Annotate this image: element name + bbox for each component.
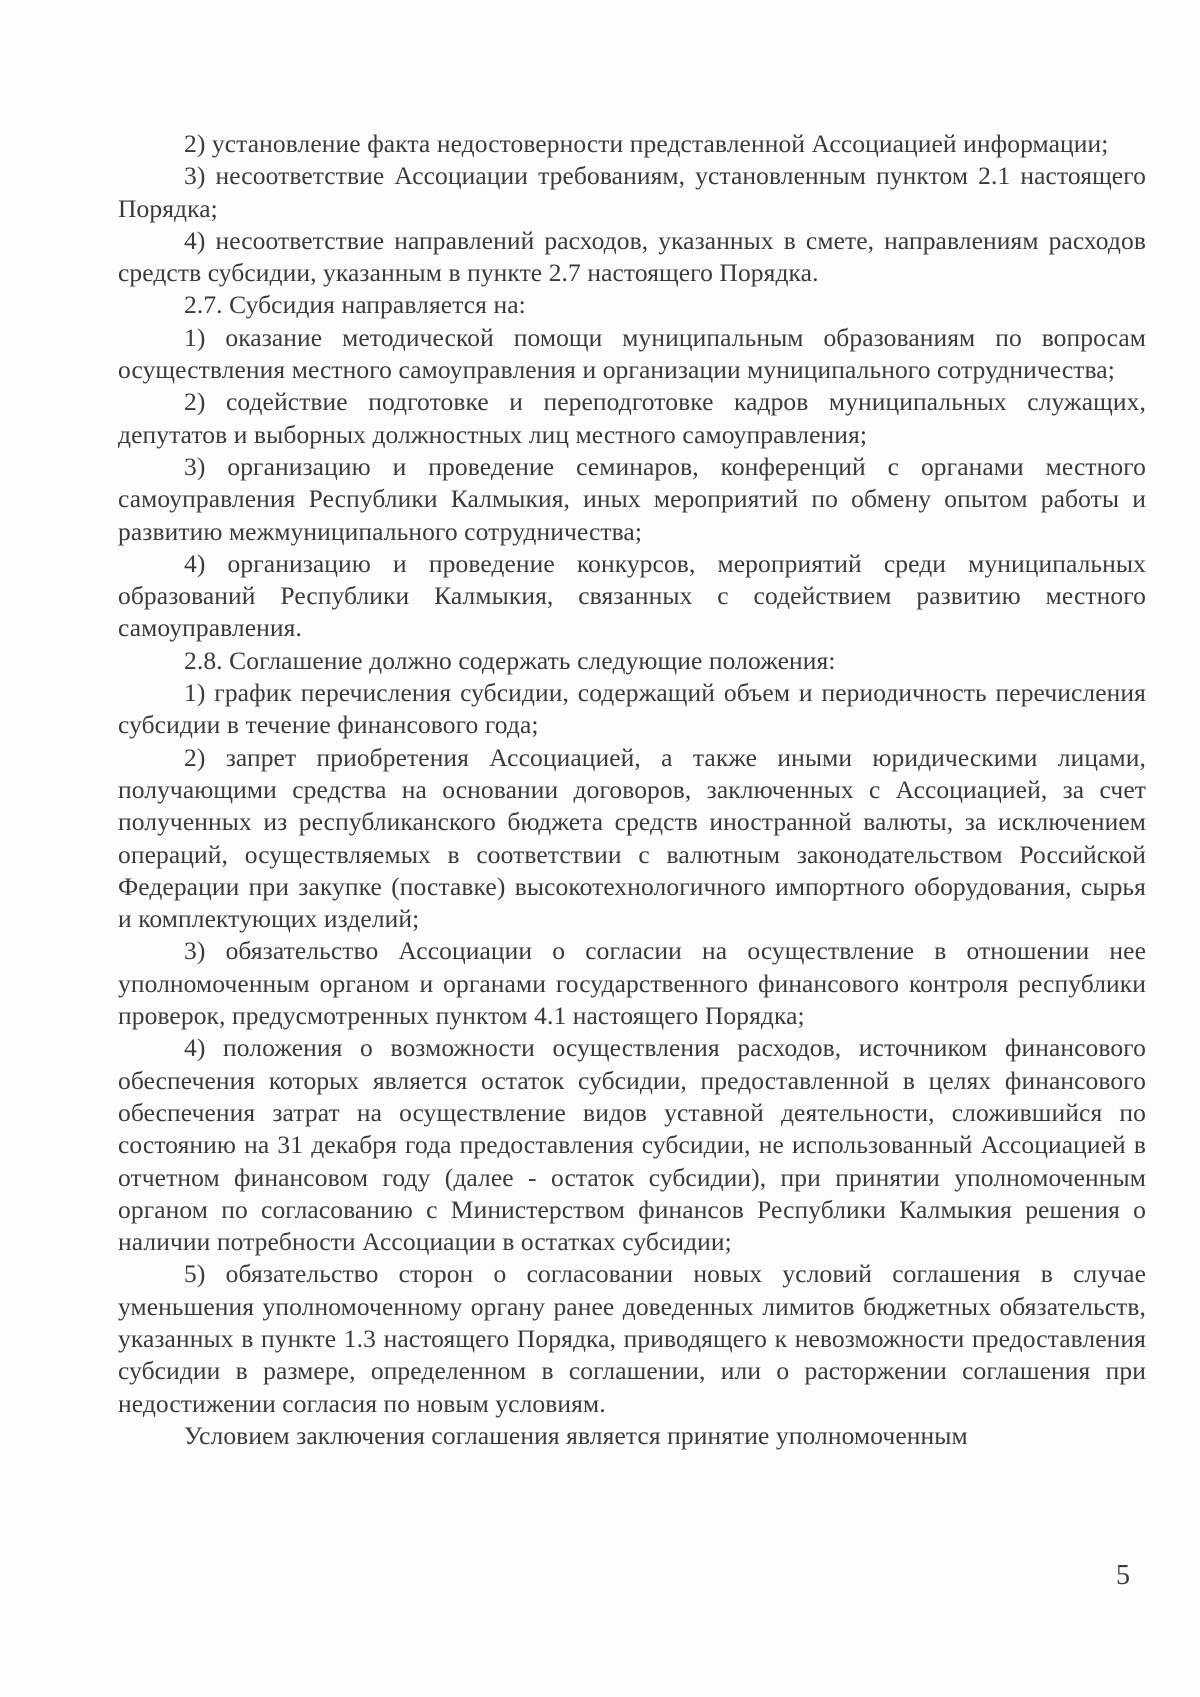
section-heading-2-7: 2.7. Субсидия направляется на: — [184, 290, 526, 320]
paragraph-item-3: 3) несоответствие Ассоциации требованиям, установленным пунктом 2.1 настоящего Порядка; — [118, 161, 1146, 223]
paragraph-item-4: 4) несоответствие направлений расходов, указанных в смете, направлениям расходов средств субсидии, указанным в пункте 2.7 настоящего Порядка. — [118, 225, 1146, 288]
paragraph-item-2: 2) установление факта недостоверности представленной Ассоциацией информации; — [184, 129, 1109, 158]
paragraph-2-7-item-3: 3) организацию и проведение семинаров, конференций с органами местного самоуправления Республики Калмыкия, иных мероприятий по обмену опытом работы и развитию межмуниципального сотрудничества; — [118, 451, 1146, 546]
paragraph-2-8-item-1: 1) график перечисления субсидии, содержащий объем и периодичность перечисления субсидии в течение финансового года; — [118, 678, 1146, 740]
section-heading-2-8: 2.8. Соглашение должно содержать следующие положения: — [184, 645, 836, 675]
paragraph-2-8-item-2: 2) запрет приобретения Ассоциацией, а также иными юридическими лицами, получающими средства на основании договоров, заключенных с Ассоциацией, за счет полученных из республиканского бюджета средств иностранной валюты, за исключением операций, осуществляемых в соответствии с валютным законодательством Российской Федерации при закупке (поставке) высокотехнологичного импортного оборудования, сырья и комплектующих изделий; — [118, 742, 1146, 934]
paragraph-2-8-item-5: 5) обязательство сторон о согласовании новых условий соглашения в случае уменьшения уполномоченному органу ранее доведенных лимитов бюджетных обязательств, указанных в пункте 1.3 настоящего Порядка, приводящего к невозможности предоставления субсидии в размере, определенном в соглашении, или о расторжении соглашения при недостижении согласия по новым условиям. — [118, 1259, 1146, 1418]
paragraph-2-8-item-3: 3) обязательство Ассоциации о согласии на осуществление в отношении нее уполномоченным органом и органами государственного финансового контроля республики проверок, предусмотренных пунктом 4.1 настоящего Порядка; — [118, 936, 1146, 1031]
paragraph-condition: Условием заключения соглашения является принятие уполномоченным — [184, 1420, 968, 1450]
paragraph-2-7-item-1: 1) оказание методической помощи муниципальным образованиям по вопросам осуществления местного самоуправления и организации муниципального сотрудничества; — [118, 322, 1146, 385]
document-body — [118, 128, 1146, 1452]
paragraph-2-7-item-2: 2) содействие подготовке и переподготовке кадров муниципальных служащих, депутатов и выборных должностных лиц местного самоуправления; — [118, 387, 1146, 449]
page-number: 5 — [1116, 1560, 1130, 1591]
paragraph-2-8-item-4: 4) положения о возможности осуществления расходов, источником финансового обеспечения которых является остаток субсидии, предоставленной в целях финансового обеспечения затрат на осуществление видов уставной деятельности, сложившийся по состоянию на 31 декабря года предоставления субсидии, не использованный Ассоциацией в отчетном финансовом году (далее - остаток субсидии), при принятии уполномоченным органом по согласованию с Министерством финансов Республики Калмыкия решения о наличии потребности Ассоциации в остатках субсидии; — [118, 1033, 1146, 1257]
paragraph-2-7-item-4: 4) организацию и проведение конкурсов, мероприятий среди муниципальных образований Республики Калмыкия, связанных с содействием развитию местного самоуправления. — [118, 548, 1146, 643]
